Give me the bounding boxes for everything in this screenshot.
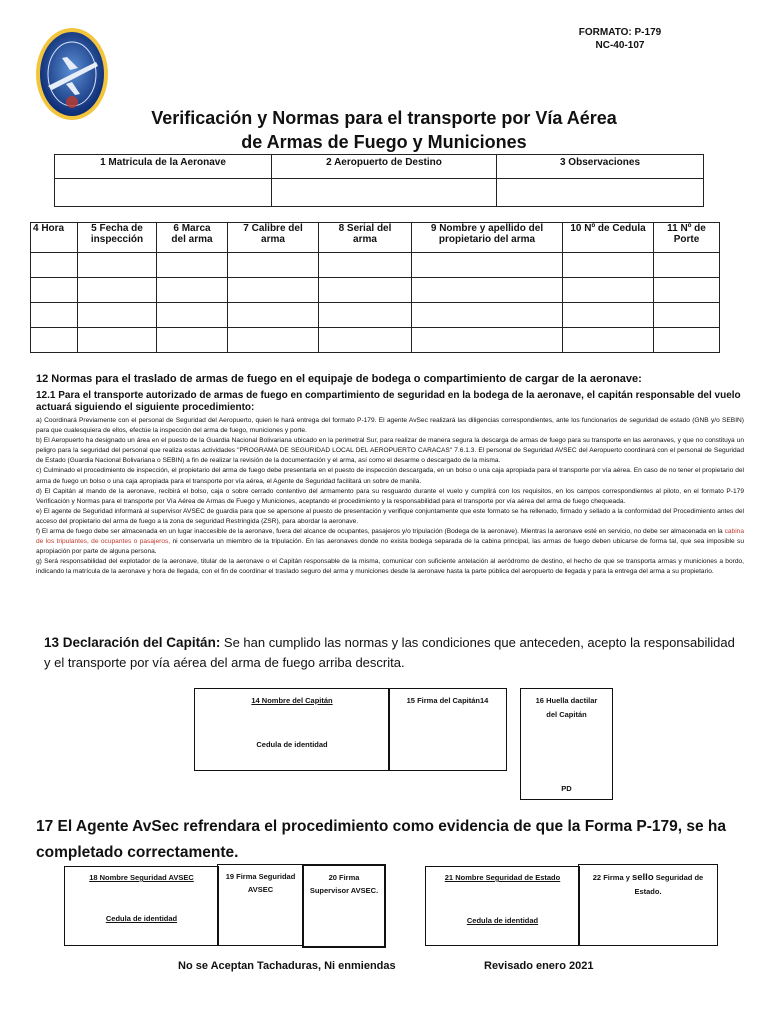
footer-revisado: Revisado enero 2021 bbox=[484, 960, 594, 972]
footer-no-tachaduras: No se Aceptan Tachaduras, Ni enmiendas bbox=[178, 960, 396, 972]
col-aeropuerto: 2 Aeropuerto de Destino bbox=[272, 155, 497, 179]
captain-signature-box[interactable] bbox=[388, 688, 507, 771]
section13-heading: 13 Declaración del Capitán: bbox=[44, 635, 221, 650]
supervisor-signature-box[interactable] bbox=[302, 864, 386, 948]
col-porte: 11 Nº de Porte bbox=[654, 223, 720, 253]
avsec-signature-label-2: AVSEC bbox=[247, 885, 274, 894]
rule-b: b) El Aeropuerto ha designado un área en el puesto de la Guardia Nacional Bolivariana ubicado en la perimetral Sur, para realizar de manera segura la descarga de armas de fuego para su transporte en las aeronaves, y que no constituya un peligro para la seguridad del personal que realiza estas actividades "PROGRAMA DE SEGURIDAD LOCAL DEL AEROPUERTO CARACAS" 7.6.1.3. El personal de Seguridad AVSEC del Aeropuerto coordinará con el personal de Seguridad de Estado (Guardia Nacional Bolivariana o SEBIN) a fin de realizar la revisión de la documentación y el arma, así como el desarme o descargado de la misma. bbox=[36, 437, 744, 465]
col-matricula: 1 Matricula de la Aeronave bbox=[55, 155, 272, 179]
rule-e: e) El agente de Seguridad informará al supervisor AVSEC de guardia para que se apersone al puesto de presentación y verifique conjuntamente que este formato se ha rellenado, firmado y sellado a la conformidad del Procedimiento antes del acceso del propietario del arma de fuego a la zona de seguridad Restringida (ZSR), para abordar la aeronave. bbox=[36, 507, 744, 525]
input-matricula[interactable] bbox=[55, 179, 272, 207]
avsec-name-label: 18 Nombre Seguridad AVSEC bbox=[89, 873, 194, 882]
section12-heading: 12 Normas para el traslado de armas de fuego en el equipaje de bodega o compartimiento de cargar de la aeronave: bbox=[36, 373, 642, 385]
fingerprint-label-1: 16 Huella dactilar bbox=[535, 696, 598, 705]
col-fecha: 5 Fecha de inspección bbox=[78, 223, 157, 253]
avsec-signature-box[interactable] bbox=[217, 864, 304, 946]
col-nombre-propietario: 9 Nombre y apellido del propietario del arma bbox=[412, 223, 563, 253]
state-security-signature-box[interactable] bbox=[578, 864, 718, 946]
state-security-name-label: 21 Nombre Seguridad de Estado bbox=[444, 873, 561, 882]
state-signature-label-2: Estado. bbox=[634, 887, 662, 896]
rule-a: a) Coordinará Previamente con el personal de Seguridad del Aeropuerto, quien le hará entrega del formato P-179. El agente AvSec realizará las diligencias correspondientes, ante los funcionarios de seguridad de estado (GNB y/o SEBIN) para que cualesquiera de ellos, efectúe la inspección del arma de fuego, municiones y porte. bbox=[36, 417, 744, 435]
weapon-info-table bbox=[30, 222, 720, 353]
col-marca: 6 Marca del arma bbox=[157, 223, 228, 253]
format-code-block bbox=[560, 26, 680, 52]
col-serial: 8 Serial del arma bbox=[319, 223, 412, 253]
rule-d: d) El Capitán al mando de la aeronave, recibirá el bolso, caja o sobre cerrado contentivo del armamento para su resguardo durante el vuelo y cumplirá con los requisitos, en los campos correspondientes al piloto, en el formato P-179 Verificación y Normas para el transporte por Vía Aérea de Armas de Fuego y Municiones, aceptando el procedimiento y la responsabilidad para el transporte por vía aérea del arma de fuego chequeada. bbox=[36, 487, 744, 505]
captain-name-label: 14 Nombre del Capitán bbox=[251, 696, 333, 705]
captain-signature-label: 15 Firma del Capitán14 bbox=[406, 696, 489, 705]
rule-c: c) Culminado el procedimiento de inspección, el propietario del arma de fuego debe presentarla en el puesto de inspección descargada, en un bolso o una caja apropiada para el transporte por vía aérea. En caso de no tener el propietario del arma de fuego un bolso o una caja apropiada para el transporte por vía aérea, el Agente de Seguridad facilitará un sobre de manila. bbox=[36, 467, 744, 485]
captain-name-box[interactable] bbox=[194, 688, 390, 771]
table-row bbox=[31, 303, 720, 328]
aircraft-info-table bbox=[54, 154, 704, 207]
nc-code: NC-40-107 bbox=[595, 40, 645, 51]
supervisor-signature-label-2: Supervisor AVSEC. bbox=[309, 886, 379, 895]
table-row bbox=[31, 278, 720, 303]
col-calibre: 7 Calibre del arma bbox=[228, 223, 319, 253]
avsec-signature-label-1: 19 Firma Seguridad bbox=[225, 872, 296, 881]
pd-label: PD bbox=[561, 784, 572, 793]
avsec-id-label: Cedula de identidad bbox=[105, 914, 178, 923]
col-observaciones: 3 Observaciones bbox=[497, 155, 704, 179]
fingerprint-label-2: del Capitán bbox=[546, 710, 587, 719]
format-code: FORMATO: P-179 bbox=[578, 27, 662, 38]
captain-fingerprint-box[interactable] bbox=[520, 688, 613, 800]
table-row bbox=[31, 253, 720, 278]
state-security-name-box[interactable] bbox=[425, 866, 580, 946]
avsec-name-box[interactable] bbox=[64, 866, 219, 946]
section13-text: Se han cumplido las normas y las condiciones que anteceden, acepto la responsabilidad y el transporte por vía aérea del arma de fuego arriba descrita. bbox=[44, 635, 735, 670]
col-hora: 4 Hora bbox=[31, 223, 78, 253]
section12-rules bbox=[36, 416, 744, 578]
state-security-id-label: Cedula de identidad bbox=[466, 916, 539, 925]
rule-f: f) El arma de fuego debe ser almacenada en un lugar inaccesible de la aeronave, fuera del alcance de ocupantes, pasajeros y/o tripulación (Bodega de la aeronave). Mientras la aeronave esté en servicio, no debe ser almacenada en la cabina de los tripulantes, de ocupantes o pasajeros, ni conservarla un miembro de la tripulación. En las aeronaves donde no exista bodega separada de la cabina principal, las armas de fuego deben ubicarse de forma tal, que sea imposible su apropiación por parte de alguna persona. bbox=[36, 528, 744, 556]
supervisor-signature-label-1: 20 Firma bbox=[328, 873, 360, 882]
col-cedula: 10 Nº de Cedula bbox=[563, 223, 654, 253]
rule-g: g) Será responsabilidad del explotador de la aeronave, titular de la aeronave o el Capitán responsable de la misma, comunicar con suficiente antelación al aeródromo de destino, el hecho de que se transporta armas y municiones a bordo, indicando la matrícula de la aeronave y hora de llegada, con el fin de coordinar el traslado seguro del arma y municiones desde la aeronave hasta la parte pública del aeropuerto de llegada y para la entrega del arma a su propietario. bbox=[36, 558, 744, 576]
section12-subheading: 12.1 Para el transporte autorizado de armas de fuego en compartimiento de seguridad en la bodega de la aeronave, el capitán responsable del vuelo actuará siguiendo el siguiente procedimiento: bbox=[36, 390, 741, 413]
table-row bbox=[31, 328, 720, 353]
state-signature-label-1: 22 Firma y sello Seguridad de bbox=[592, 872, 704, 883]
input-observaciones[interactable] bbox=[497, 179, 704, 207]
rule-f-highlight: cabina de los tripulantes, de ocupantes o pasajeros, bbox=[36, 528, 744, 546]
document-title-line1: Verificación y Normas para el transporte por Vía Aérea bbox=[151, 108, 617, 128]
captain-id-label: Cedula de identidad bbox=[256, 740, 328, 749]
section13-declaration bbox=[44, 633, 744, 673]
document-title-line2: de Armas de Fuego y Municiones bbox=[241, 132, 527, 152]
section17-heading: 17 El Agente AvSec refrendara el procedimiento como evidencia de que la Forma P-179, se ha completado correctamente. bbox=[36, 818, 726, 861]
input-aeropuerto[interactable] bbox=[272, 179, 497, 207]
